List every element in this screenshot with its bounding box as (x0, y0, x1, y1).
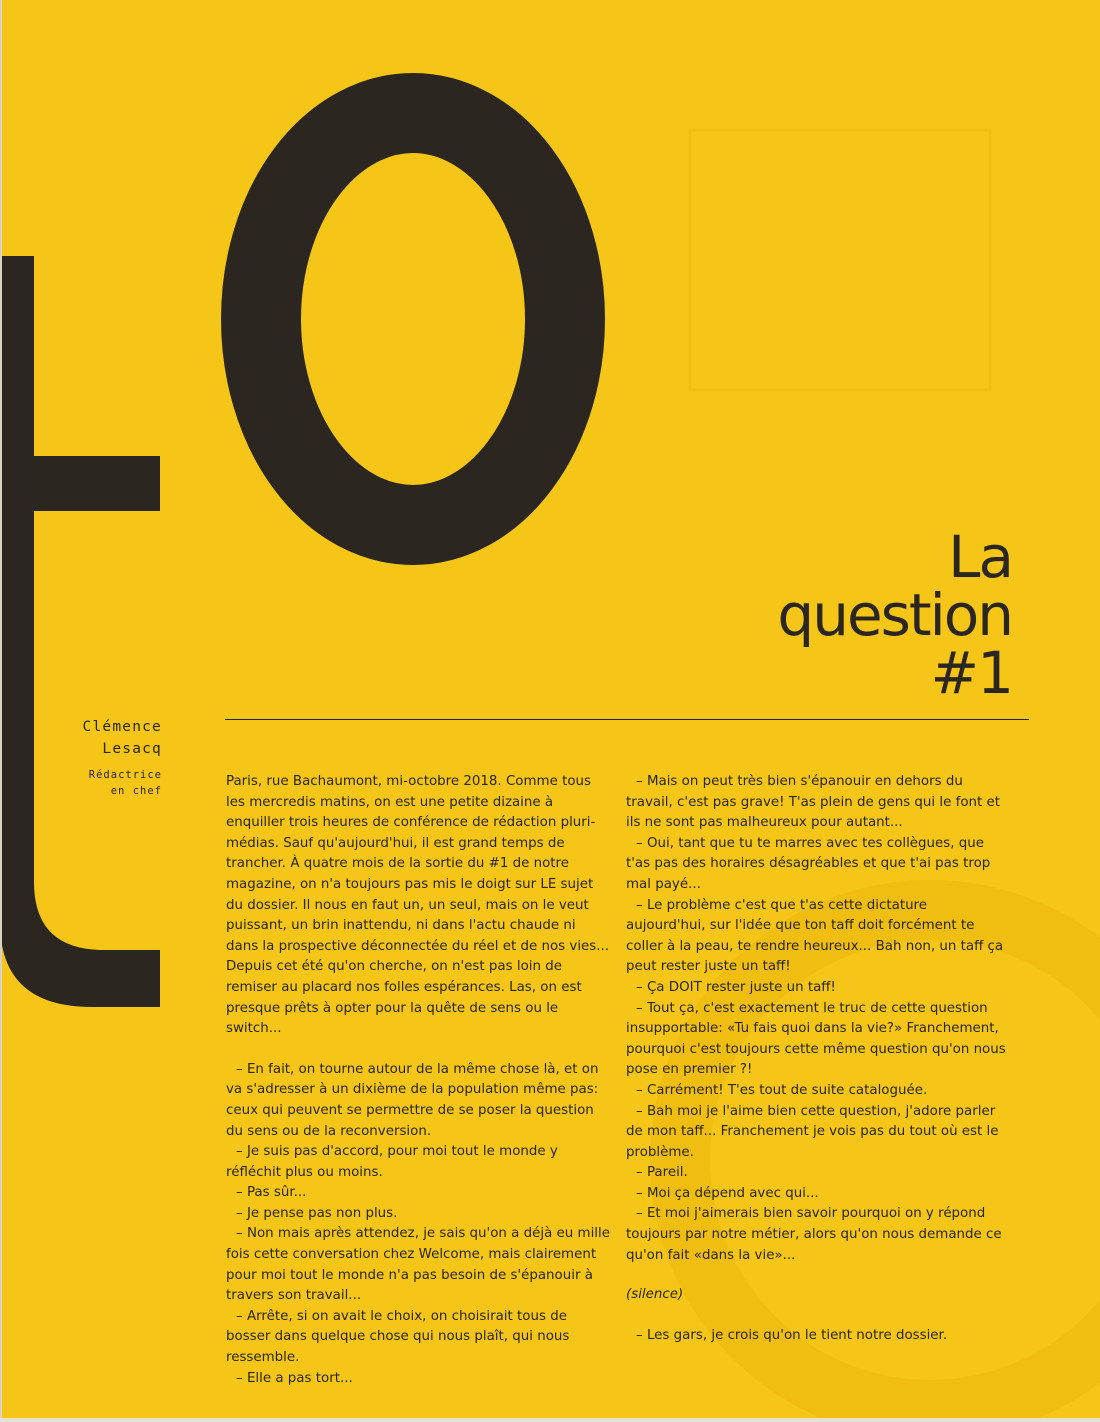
dialogue-line: – Oui, tant que tu te marres avec tes collègues, que t'as pas des horaires désagréables et que t'ai pas trop mal payé... (626, 835, 991, 892)
intro-paragraph: Paris, rue Bachaumont, mi-octobre 2018. Comme tous les mercredis matins, on est une petite dizaine à enquiller trois heures de conférence de rédaction pluri-médias. Sauf qu'aujourd'hui, il est grand temps de trancher. À quatre mois de la sortie du #1 de notre magazine, on n'a toujours pas mis le doigt sur LE sujet du dossier. Il nous en faut un, un seul, mais on le veut puissant, un brin inattendu, ni dans l'actu chaude ni dans la prospective déconnectée du réel et de nos vies... Depuis cet été qu'on cherche, on n'est pas loin de remiser au placard nos folles espérances. Las, on est presque prêts à opter pour la quête de sens ou le switch... (226, 774, 610, 1037)
dialogue-line: – Elle a pas tort... (236, 1370, 353, 1386)
silence-note: (silence) (626, 1287, 684, 1303)
dialogue-line: – Arrête, si on avait le choix, on choisirait tous de bosser dans quelque chose qui nous plaît, qui nous ressemble. (226, 1308, 570, 1366)
title-line-3: #1 (930, 639, 1012, 707)
big-letter-t-fragment (0, 256, 160, 1007)
watermark-box (690, 130, 990, 390)
dialogue-line: – Ça DOIT rester juste un taff! (636, 979, 836, 995)
article-column-right (626, 772, 1010, 1346)
big-letter-o (261, 113, 565, 525)
page-edge (0, 0, 2, 1422)
closing-line: – Les gars, je crois qu'on le tient notre dossier. (636, 1327, 948, 1343)
byline (83, 716, 162, 799)
dialogue-line: – Non mais après attendez, je sais qu'on a déjà eu mille fois cette conversation chez Welcome, mais clairement pour moi tout le monde n'a pas besoin de s'épanouir à travers son travail... (226, 1226, 610, 1304)
dialogue-line: – Le problème c'est que t'as cette dictature aujourd'hui, sur l'idée que ton taff doit forcément te coller à la peau, te rendre heureux... Bah non, un taff ça peut rester juste un taff! (626, 897, 1004, 975)
title-line-1: La (948, 523, 1012, 591)
dialogue-line: – Je suis pas d'accord, pour moi tout le monde y réfléchit plus ou moins. (226, 1144, 558, 1180)
title-line-2: question (777, 581, 1012, 649)
dialogue-line: – Pas sûr... (236, 1185, 307, 1201)
dialogue-line: – Tout ça, c'est exactement le truc de cette question insupportable: «Tu fais quoi dans la vie?» Franchement, pourquoi c'est toujours cette même question qu'on nous pose en premier ?! (626, 1000, 1006, 1078)
title-divider (225, 719, 1029, 720)
dialogue-line: – Pareil. (636, 1165, 688, 1181)
dialogue-line: – En fait, on tourne autour de la même chose là, et on va s'adresser à un dixième de la population même pas: ceux qui peuvent se permettre de se poser la question du sens ou de la reconversion. (226, 1061, 599, 1139)
article-column-left (226, 772, 610, 1389)
dialogue-line: – Moi ça dépend avec qui... (636, 1185, 819, 1201)
page-bottom-edge (0, 1418, 1100, 1422)
author-name: Clémence Lesacq (82, 719, 162, 757)
dialogue-line: – Je pense pas non plus. (236, 1205, 398, 1221)
author-role: Rédactrice en chef (88, 769, 162, 797)
dialogue-line: – Et moi j'aimerais bien savoir pourquoi on y répond toujours par notre métier, alors qu'on nous demande ce qu'on fait «dans la vie»... (626, 1206, 1002, 1263)
page-title (777, 523, 1012, 707)
dialogue-line: – Mais on peut très bien s'épanouir en dehors du travail, c'est pas grave! T'as plein de gens qui le font et ils ne sont pas malheureux pour autant... (626, 774, 1000, 831)
dialogue-line: – Carrément! T'es tout de suite cataloguée. (636, 1082, 928, 1098)
dialogue-line: – Bah moi je l'aime bien cette question, j'adore parler de mon taff... Franchement je vois pas du tout où est le problème. (626, 1103, 999, 1160)
